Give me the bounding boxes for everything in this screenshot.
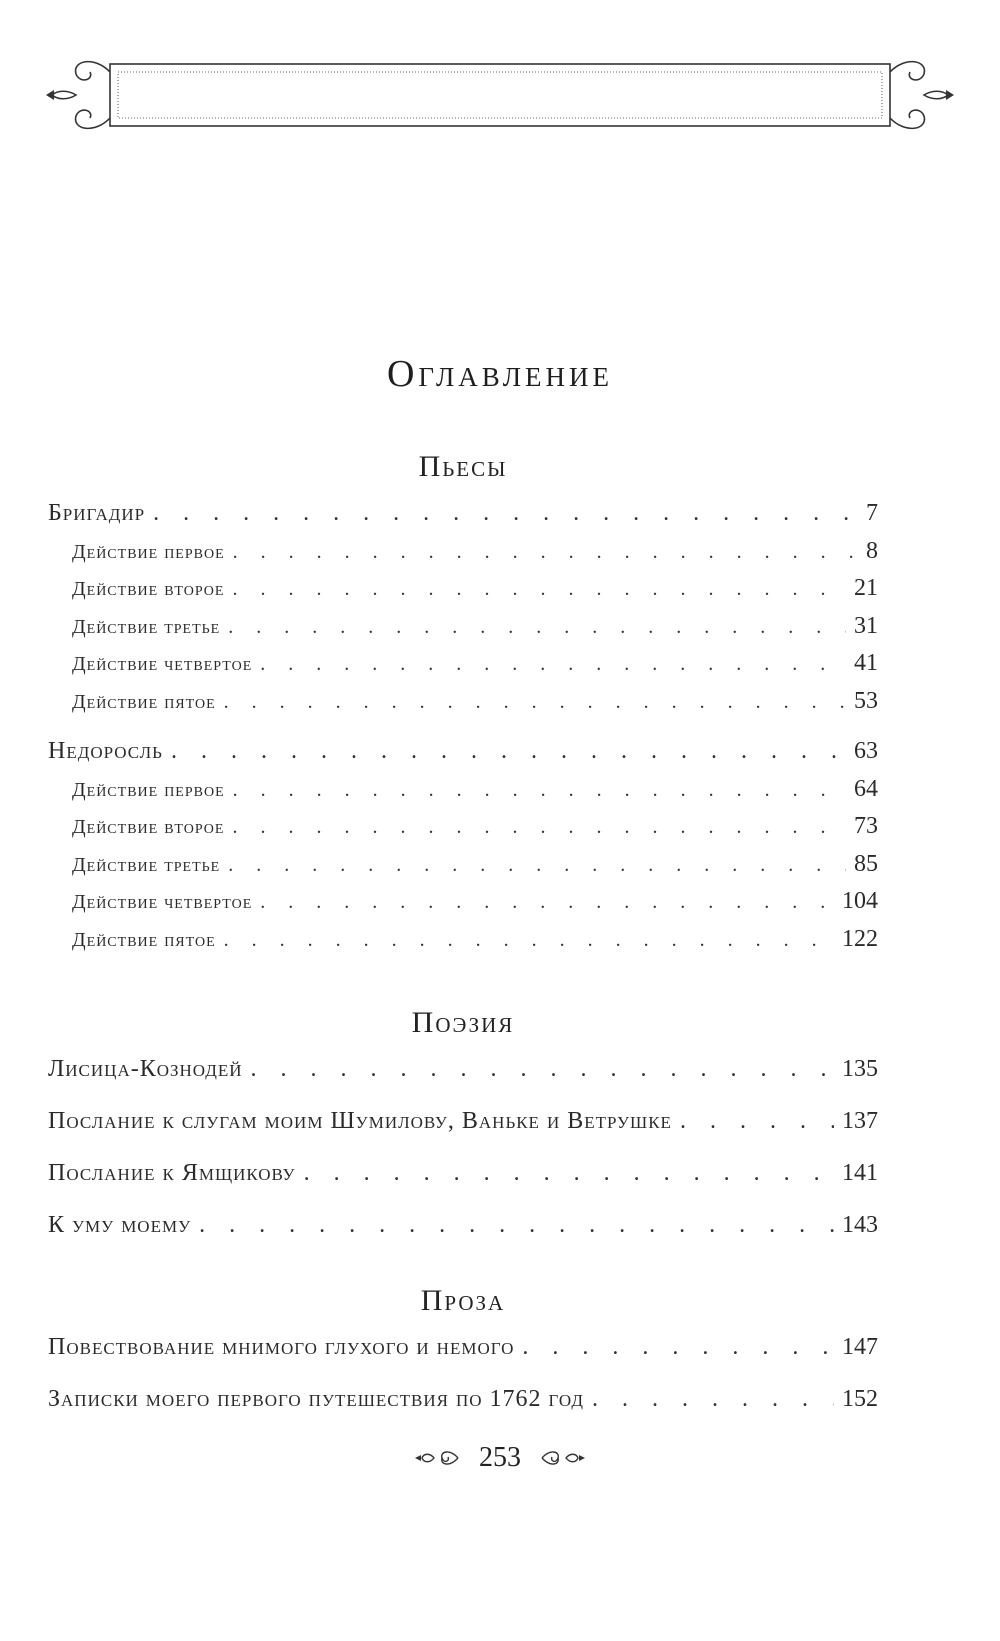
entry-label: Действие третье (72, 854, 221, 876)
entry-label: Действие четвертое (72, 891, 253, 913)
dot-leader (228, 854, 846, 877)
entry-label: Послание к Ямщикову (48, 1160, 296, 1186)
entry-label: Действие первое (72, 779, 225, 801)
toc-entry[interactable] (48, 851, 878, 888)
entry-label: К уму моему (48, 1212, 192, 1238)
entry-page: 85 (854, 851, 878, 877)
entry-page: 31 (854, 613, 878, 639)
toc-entry[interactable] (48, 926, 878, 963)
toc-entry[interactable] (48, 776, 878, 813)
entry-page: 63 (854, 738, 878, 764)
entry-page: 137 (842, 1108, 878, 1134)
toc-entry[interactable] (48, 813, 878, 851)
section-poetry (48, 1006, 878, 1264)
dot-leader (199, 1212, 834, 1239)
toc-entry[interactable] (48, 538, 878, 575)
section-title: Пьесы (418, 450, 508, 483)
entry-label: Действие второе (72, 816, 225, 838)
entry-page: 135 (842, 1056, 878, 1082)
entry-label: Действие первое (72, 541, 225, 563)
entry-label: Лисица-Кознодей (48, 1056, 243, 1082)
dot-leader (304, 1160, 834, 1187)
entry-page: 8 (866, 538, 878, 564)
entry-label: Недоросль (48, 738, 163, 764)
dot-leader (233, 779, 846, 802)
dot-leader (228, 616, 846, 639)
dot-leader (250, 1056, 834, 1083)
entry-page: 122 (842, 926, 878, 952)
toc-list (48, 500, 878, 963)
flourish-left-icon (414, 1447, 460, 1469)
dot-leader (233, 541, 858, 564)
entry-page: 73 (854, 813, 878, 839)
entry-page: 147 (842, 1334, 878, 1360)
entry-label: Бригадир (48, 500, 146, 526)
entry-page: 41 (854, 650, 878, 676)
page-title: Оглавление (386, 353, 614, 395)
entry-page: 64 (854, 776, 878, 802)
section-prose (48, 1284, 878, 1438)
entry-label: Действие второе (72, 578, 225, 600)
toc-entry[interactable] (48, 613, 878, 650)
entry-label: Послание к слугам моим Шумилову, Ваньке и Ветрушке (48, 1108, 672, 1134)
toc-entry[interactable] (48, 1386, 878, 1438)
toc-entry[interactable] (48, 1334, 878, 1386)
dot-leader (260, 653, 846, 676)
dot-leader (522, 1334, 834, 1361)
toc-entry[interactable] (48, 888, 878, 926)
dot-leader (260, 891, 834, 914)
section-title: Поэзия (411, 1006, 515, 1039)
toc-entry[interactable] (48, 1212, 878, 1264)
section-title: Проза (420, 1284, 506, 1317)
dot-leader (224, 691, 846, 714)
toc-list (48, 1334, 878, 1438)
entry-page: 53 (854, 688, 878, 714)
toc-entry[interactable] (48, 1160, 878, 1212)
dot-leader (232, 816, 846, 839)
entry-label: Действие четвертое (72, 653, 253, 675)
entry-page: 143 (842, 1212, 878, 1238)
dot-leader (171, 738, 846, 765)
toc-entry[interactable] (48, 1108, 878, 1160)
toc-entry[interactable] (48, 575, 878, 613)
entry-label: Действие пятое (72, 691, 216, 713)
entry-page: 21 (854, 575, 878, 601)
entry-label: Записки моего первого путешествия по 1762 год (48, 1386, 584, 1412)
page-number: 253 (479, 1441, 521, 1473)
toc-entry[interactable] (48, 688, 878, 738)
toc-entry[interactable] (48, 650, 878, 688)
entry-page: 104 (842, 888, 878, 914)
dot-leader (224, 929, 834, 952)
dot-leader (680, 1108, 834, 1135)
section-plays (48, 450, 878, 963)
entry-page: 7 (866, 500, 878, 526)
dot-leader (592, 1386, 834, 1413)
toc-entry[interactable] (48, 1056, 878, 1108)
entry-label: Действие пятое (72, 929, 216, 951)
dot-leader (153, 500, 858, 527)
toc-entry[interactable] (48, 738, 878, 776)
entry-label: Действие третье (72, 616, 221, 638)
entry-page: 141 (842, 1160, 878, 1186)
dot-leader (232, 578, 846, 601)
entry-page: 152 (842, 1386, 878, 1412)
toc-entry[interactable] (48, 500, 878, 538)
page-number-folio (0, 1440, 1000, 1474)
header-ornament-frame (40, 50, 960, 140)
toc-list (48, 1056, 878, 1264)
flourish-right-icon (540, 1447, 586, 1469)
entry-label: Повествование мнимого глухого и немого (48, 1334, 515, 1360)
